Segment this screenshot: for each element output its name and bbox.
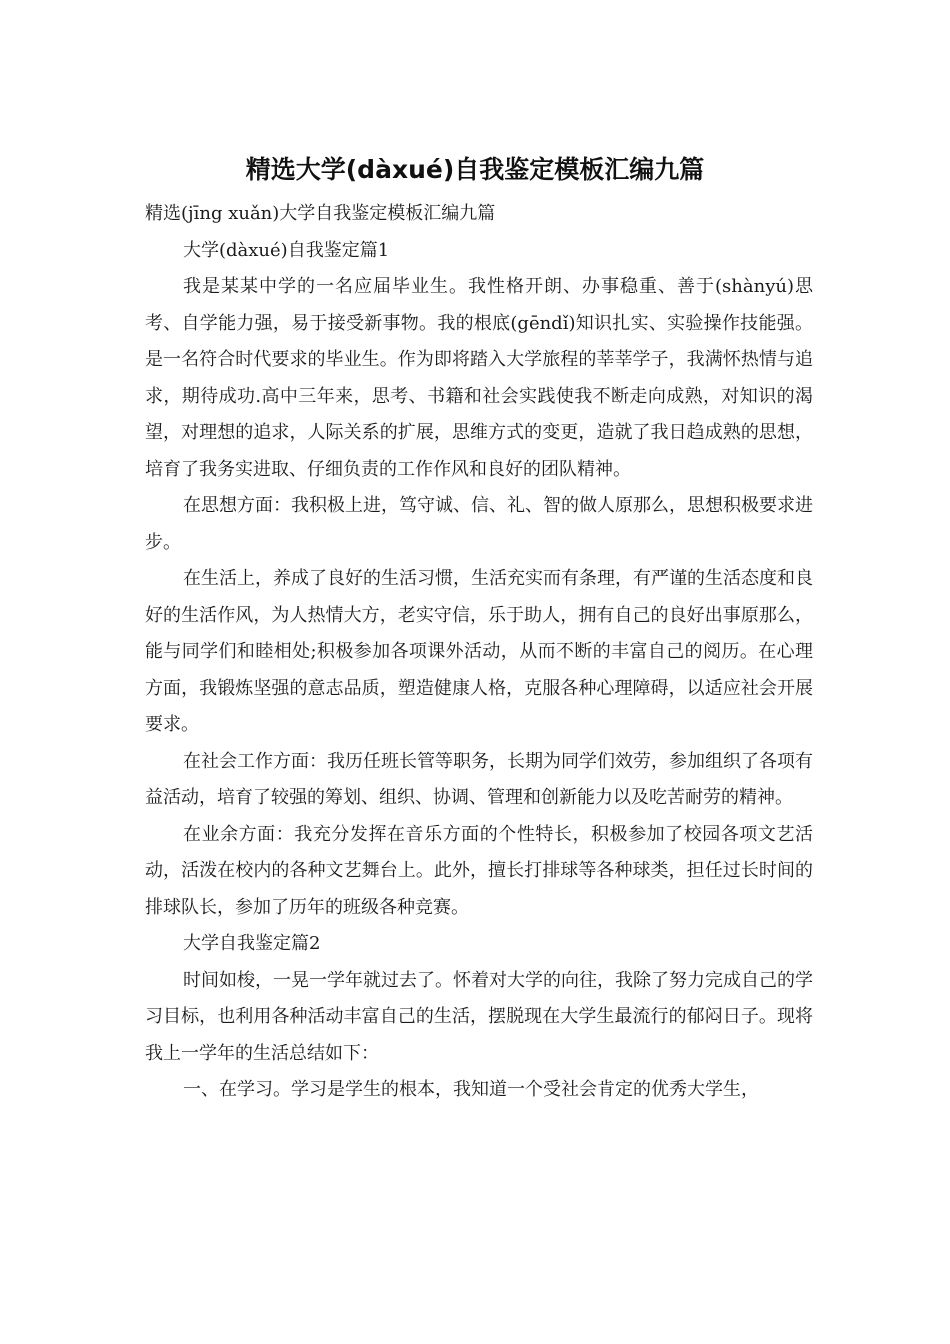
- document-body: [145, 196, 813, 1109]
- paragraph-intro: 我是某某中学的一名应届毕业生。我性格开朗、办事稳重、善于(shànyú)思考、自学能力强，易于接受新事物。我的根底(gēndǐ)知识扎实、实验操作技能强。是一名符合时代要求的毕业生。作为即将踏入大学旅程的莘莘学子，我满怀热情与追求，期待成功.高中三年来，思考、书籍和社会实践使我不断走向成熟，对知识的渴望，对理想的追求，人际关系的扩展，思维方式的变更，造就了我日趋成熟的思想，培育了我务实进取、仔细负责的工作作风和良好的团队精神。: [145, 276, 813, 480]
- subtitle-line: 精选(jīng xuǎn)大学自我鉴定模板汇编九篇: [145, 203, 496, 224]
- document-title: 精选大学(dàxué)自我鉴定模板汇编九篇: [245, 155, 705, 184]
- paragraph-thought: 在思想方面：我积极上进，笃守诚、信、礼、智的做人原那么，思想积极要求进步。: [145, 495, 813, 553]
- paragraph-leisure: 在业余方面：我充分发挥在音乐方面的个性特长，积极参加了校园各项文艺活动，活泼在校内的各种文艺舞台上。此外，擅长打排球等各种球类，担任过长时间的排球队长，参加了历年的班级各种竞赛。: [145, 823, 813, 918]
- section-heading-2: 大学自我鉴定篇2: [183, 933, 321, 954]
- paragraph-social-work: 在社会工作方面：我历任班长管等职务，长期为同学们效劳，参加组织了各项有益活动，培育了较强的筹划、组织、协调、管理和创新能力以及吃苦耐劳的精神。: [145, 750, 813, 808]
- paragraph-life: 在生活上，养成了良好的生活习惯，生活充实而有条理，有严谨的生活态度和良好的生活作风，为人热情大方，老实守信，乐于助人，拥有自己的良好出事原那么，能与同学们和睦相处;积极参加各项课外活动，从而不断的丰富自己的阅历。在心理方面，我锻炼坚强的意志品质，塑造健康人格，克服各种心理障碍，以适应社会开展要求。: [145, 568, 813, 735]
- section-heading-1: 大学(dàxué)自我鉴定篇1: [183, 239, 390, 261]
- paragraph-study: 一、在学习。学习是学生的根本，我知道一个受社会肯定的优秀大学生，: [183, 1079, 759, 1100]
- paragraph-year-summary: 时间如梭，一晃一学年就过去了。怀着对大学的向往，我除了努力完成自己的学习目标，也利用各种活动丰富自己的生活，摆脱现在大学生最流行的郁闷日子。现将我上一学年的生活总结如下：: [145, 969, 813, 1064]
